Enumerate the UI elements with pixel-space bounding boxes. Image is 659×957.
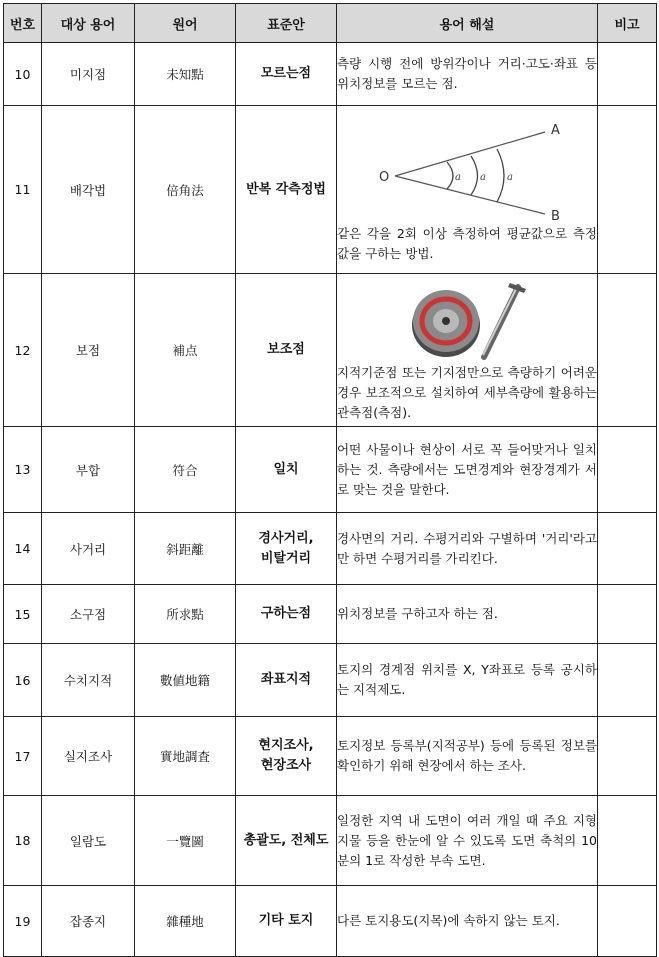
- table-row: [4, 274, 657, 427]
- row-term: 부합: [42, 427, 135, 513]
- row-description: 어떤 사물이나 현상이 서로 꼭 들어맞거나 일치하는 것. 측량에서는 도면경계와 현장경계가 서로 맞는 것을 말한다.: [337, 427, 598, 513]
- row-note: [598, 644, 657, 717]
- angle-repetition-diagram: [347, 116, 587, 224]
- nail-shaft-highlight: [483, 289, 516, 355]
- row-num: 14: [4, 513, 42, 585]
- row-term: 보점: [42, 274, 135, 427]
- row-description: 다른 토지용도(지목)에 속하지 않는 토지.: [337, 886, 598, 957]
- row-standard: [236, 644, 337, 717]
- row-note: [598, 717, 657, 796]
- table-row: [4, 513, 657, 585]
- standard-line: 일치: [273, 461, 299, 477]
- row-note: [598, 43, 657, 106]
- header-description: 용어 해설: [337, 4, 598, 43]
- table-row: [4, 427, 657, 513]
- label-o: O: [379, 169, 390, 185]
- table-row: [4, 717, 657, 796]
- label-a: A: [551, 122, 560, 138]
- standard-line: 현지조사,: [258, 738, 314, 753]
- row-num: 13: [4, 427, 42, 513]
- row-note: [598, 274, 657, 427]
- row-original: 斜距離: [135, 513, 236, 585]
- standard-line: 모르는점: [260, 66, 312, 81]
- row-num: 17: [4, 717, 42, 796]
- row-description: 위치정보를 구하고자 하는 점.: [337, 585, 598, 644]
- ray-ob: [395, 176, 545, 214]
- description-text: 지적기준점 또는 기지점만으로 측량하기 어려운 경우 보조적으로 설치하여 세부측량에 활용하는 관측점(측점).: [337, 365, 597, 420]
- row-term: 잡종지: [42, 886, 135, 957]
- row-description: 측량 시행 전에 방위각이나 거리·고도·좌표 등 위치정보를 모르는 점.: [337, 43, 598, 106]
- row-description: 일정한 지역 내 도면이 여러 개일 때 주요 지형지물 등을 한눈에 알 수 있도록 도면 축척의 10분의 1로 작성한 부속 도면.: [337, 796, 598, 886]
- row-original: 所求點: [135, 585, 236, 644]
- row-num: 10: [4, 43, 42, 106]
- standard-line: 비탈거리: [260, 550, 312, 566]
- angle-arc-2: [471, 156, 478, 195]
- row-note: [598, 513, 657, 585]
- header-original: 원어: [135, 4, 236, 43]
- header-note: 비고: [598, 4, 657, 43]
- row-original: 補点: [135, 274, 236, 427]
- row-description: 토지의 경계점 위치를 X, Y좌표로 등록 공시하는 지적제도.: [337, 644, 598, 717]
- ray-oa: [395, 132, 545, 176]
- row-original: 數値地籍: [135, 644, 236, 717]
- angle-arc-3: [497, 149, 504, 202]
- table-row: [4, 43, 657, 106]
- standard-line: 반복 각측정법: [246, 181, 326, 197]
- standard-line: 기타 토지: [258, 913, 314, 928]
- survey-marker-nail-image: [402, 277, 532, 363]
- angle-symbol: a: [480, 171, 486, 183]
- row-description: 토지정보 등록부(지적공부) 등에 등록된 정보를 확인하기 위해 현장에서 하는 조사.: [337, 717, 598, 796]
- standard-line: 좌표지적: [260, 672, 312, 687]
- row-term: 실지조사: [42, 717, 135, 796]
- row-term: 배각법: [42, 106, 135, 274]
- table-row: [4, 886, 657, 957]
- standard-line: 보조점: [267, 342, 305, 357]
- table-row: [4, 106, 657, 274]
- row-standard: [236, 43, 337, 106]
- row-original: 未知點: [135, 43, 236, 106]
- row-num: 16: [4, 644, 42, 717]
- row-num: 11: [4, 106, 42, 274]
- marker-hole: [442, 317, 450, 325]
- header-term: 대상 용어: [42, 4, 135, 43]
- row-standard: [236, 427, 337, 513]
- row-standard: [236, 106, 337, 274]
- angle-symbol: a: [455, 171, 461, 183]
- row-standard: [236, 886, 337, 957]
- row-description: [337, 274, 598, 427]
- row-original: 雜種地: [135, 886, 236, 957]
- row-standard: [236, 717, 337, 796]
- row-num: 18: [4, 796, 42, 886]
- row-term: 미지점: [42, 43, 135, 106]
- row-num: 12: [4, 274, 42, 427]
- row-note: [598, 796, 657, 886]
- standard-line: 총괄도, 전체도: [243, 832, 329, 848]
- row-original: 符合: [135, 427, 236, 513]
- standard-line: 현장조사: [260, 758, 312, 773]
- row-num: 19: [4, 886, 42, 957]
- table-row: [4, 585, 657, 644]
- angle-arc-1: [447, 162, 453, 189]
- header-row: [4, 4, 657, 43]
- row-standard: [236, 274, 337, 427]
- angle-symbol: a: [507, 171, 513, 183]
- row-original: 倍角法: [135, 106, 236, 274]
- row-description: [337, 106, 598, 274]
- row-term: 일람도: [42, 796, 135, 886]
- row-note: [598, 886, 657, 957]
- row-standard: [236, 513, 337, 585]
- row-term: 사거리: [42, 513, 135, 585]
- standard-line: 경사거리,: [258, 530, 314, 546]
- standard-line: 구하는점: [260, 606, 312, 621]
- row-num: 15: [4, 585, 42, 644]
- row-note: [598, 427, 657, 513]
- row-standard: [236, 796, 337, 886]
- header-num: 번호: [4, 4, 42, 43]
- row-description: 경사면의 거리. 수평거리와 구별하며 '거리'라고만 하면 수평거리를 가리킨다.: [337, 513, 598, 585]
- nail-shaft: [484, 287, 518, 357]
- description-text: 같은 각을 2회 이상 측정하여 평균값으로 측정값을 구하는 방법.: [337, 225, 597, 261]
- row-note: [598, 106, 657, 274]
- row-original: 一覽圖: [135, 796, 236, 886]
- row-term: 소구점: [42, 585, 135, 644]
- row-note: [598, 585, 657, 644]
- label-b: B: [551, 208, 560, 224]
- terms-table: [3, 3, 657, 957]
- row-term: 수치지적: [42, 644, 135, 717]
- table-row: [4, 644, 657, 717]
- row-original: 實地調査: [135, 717, 236, 796]
- header-standard: 표준안: [236, 4, 337, 43]
- table-row: [4, 796, 657, 886]
- row-standard: [236, 585, 337, 644]
